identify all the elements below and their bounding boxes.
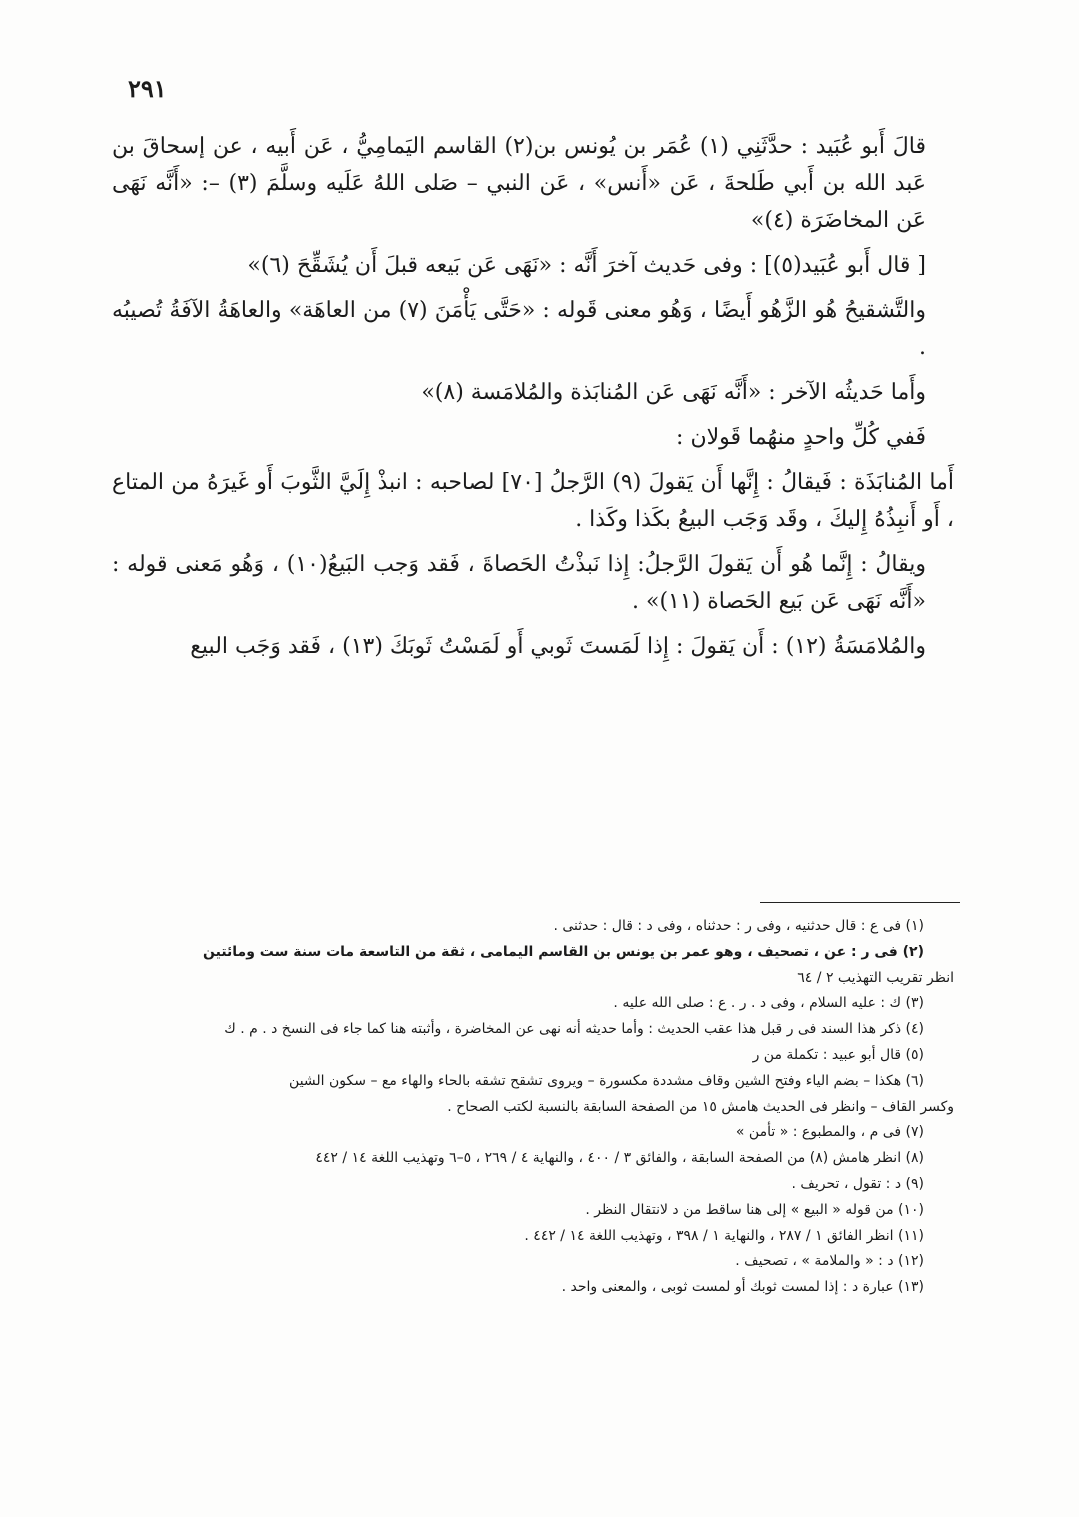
footnote-8: (٨) انظر هامش (٨) من الصفحة السابقة ، والفائق ٣ / ٤٠٠ ، والنهاية ٤ / ٢٦٩ ، ٥–٦ وتهذيب اللغة ١٤ / ٤٤٢	[315, 1150, 924, 1167]
paragraph-1: قالَ أَبو عُبَيد : حدَّثَنِي (١) عُمَر بن يُونس بن(٢) القاسم اليَمامِيُّ ، عَن أَبيه ، عن إسحاقَ بن عَبد الله بن أَبي طَلحةَ ، عَن «أَنس» ، عَن النبي – صَلى اللهُ عَلَيه وسلَّمَ (٣) –: «أَنَّه نَهَى عَن المخاضَرَة (٤)»	[112, 134, 926, 233]
footnote-divider	[760, 902, 960, 903]
footnote-11: (١١) انظر الفائق ١ / ٢٨٧ ، والنهاية ١ / ٣٩٨ ، وتهذيب اللغة ١٤ / ٤٤٢ .	[524, 1227, 924, 1244]
footnote-9: (٩) د : تقول ، تحريف .	[791, 1175, 924, 1192]
footnote-1: (١) فى ع : قال حدثنيه ، وفى ر : حدثناه ، وفى د : قال : حدثنى .	[553, 918, 924, 934]
page-number: ٢٩١	[128, 74, 167, 103]
footnote-13: (١٣) عبارة د : إذا لمست ثوبك أو لمست ثوبى ، والمعنى واحد .	[561, 1279, 924, 1296]
footnote-2: (٢) فى ر : عن ، تصحيف ، وهو عمر بن يونس بن القاسم اليمامى ، ثقة من التاسعة مات سنة ست ومائتين	[203, 943, 924, 960]
footnote-2-continuation: انظر تقريب التهذيب ٢ / ٦٤	[797, 969, 954, 986]
paragraph-7: ويقالُ : إِنَّما هُو أَن يَقولَ الرَّجلُ: إِذا نَبذْتُ الحَصاةَ ، فَقد وَجب البَيعُ(١٠) ، وَهُو مَعنى قوله : «أَنَّه نَهَى عَن بَيع الحَصاة (١١)» .	[112, 552, 926, 614]
footnote-6: (٦) هكذا – بضم الياء وفتح الشين وقاف مشددة مكسورة – ويروى تشقح تشقه بالحاء والهاء مع – سكون الشين	[289, 1072, 924, 1089]
paragraph-6: أَما المُنابَذَة : فَيقالُ : إِنَّها أَن يَقولَ (٩) الرَّجلُ [٧٠] لصاحبه : انبذْ إِلَيَّ الثَّوبَ أَو غَيرَهُ من المتاع ، أَو أَنبِذُهُ إِليكَ ، وقَد وَجَب البيعُ بكَذا وكَذا .	[112, 470, 954, 532]
paragraph-5: فَفي كُلِّ واحدٍ منهُما قَولان :	[676, 425, 926, 450]
paragraph-2: [ قال أَبو عُبَيد(٥)] : وفى حَديث آخرَ أَنَّه : «نَهَى عَن بَيعه قبلَ أَن يُشَقِّحَ (٦)»	[247, 253, 926, 278]
footnote-5: (٥) قال أبو عبيد : تكملة من ر	[752, 1046, 924, 1063]
footnote-3: (٣) ك : عليه السلام ، وفى د . ر . ع : صلى الله عليه .	[613, 995, 924, 1012]
paragraph-3: والتَّشقيحُ هُو الزَّهُو أَيضًا ، وَهُو معنى قَوله : «حَتَّى يَأْمَنَ (٧) من العاهَة» والعاهَةُ الآفَةُ تُصيبُه .	[112, 298, 926, 360]
footnote-4: (٤) ذكر هذا السند فى ر قبل هذا عقب الحديث : وأما حديثه أنه نهى عن المخاضرة ، وأثبته هنا كما جاء فى النسخ د . م . ك	[224, 1021, 924, 1038]
main-text	[112, 128, 954, 665]
footnote-7: (٧) فى م ، والمطبوع : « تأمن »	[735, 1124, 924, 1141]
paragraph-4: وأَما حَديثُه الآخر : «أَنَّه نَهَى عَن المُنابَذة والمُلامَسة (٨)»	[421, 380, 926, 405]
footnote-6-continuation: وكسر القاف – وانظر فى الحديث هامش ١٥ من الصفحة السابقة بالنسبة لكتب الصحاح .	[447, 1098, 954, 1115]
footnote-10: (١٠) من قوله « البيع » إلى هنا ساقط من د لانتقال النظر .	[585, 1201, 924, 1218]
paragraph-8: والمُلامَسَةُ (١٢) : أَن يَقولَ : إِذا لَمَستَ ثَوبي أَو لَمَسْتُ ثَوبَكَ (١٣) ، فَقد وَجَب البيع	[190, 634, 926, 659]
footnotes	[112, 914, 954, 1301]
footnote-12: (١٢) د : « والملامة » ، تصحيف .	[735, 1253, 924, 1270]
